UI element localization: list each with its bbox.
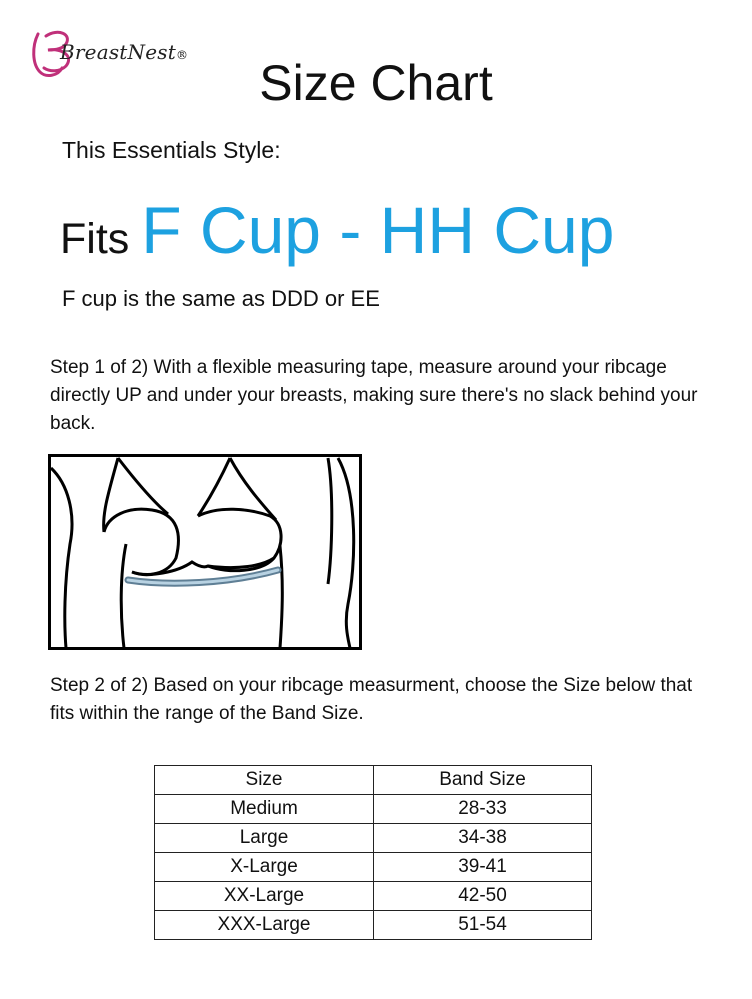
header-band-size: Band Size [374, 766, 592, 795]
band-size-cell: 39-41 [374, 853, 592, 882]
cup-range: F Cup - HH Cup [141, 193, 615, 267]
registered-mark: ® [175, 48, 189, 62]
size-cell: Medium [155, 795, 374, 824]
table-row [155, 882, 592, 911]
measuring-illustration [48, 454, 362, 650]
size-cell: XXX-Large [155, 911, 374, 940]
size-table [154, 765, 592, 940]
table-row [155, 853, 592, 882]
fits-label: Fits [60, 215, 130, 263]
cup-equivalence-note: F cup is the same as DDD or EE [62, 286, 380, 311]
table-row [155, 795, 592, 824]
logo-wordmark: BreastNest® [60, 40, 189, 64]
band-size-cell: 51-54 [374, 911, 592, 940]
band-size-cell: 34-38 [374, 824, 592, 853]
size-cell: XX-Large [155, 882, 374, 911]
size-cell: Large [155, 824, 374, 853]
bra-measuring-tape-illustration-icon [48, 454, 362, 650]
step-1-instructions: Step 1 of 2) With a flexible measuring tape, measure around your ribcage directly UP and under your breasts, making sure there's no slack behind your back. [50, 357, 698, 434]
table-row [155, 911, 592, 940]
page-title: Size Chart [259, 55, 493, 111]
table-row [155, 824, 592, 853]
header-size: Size [155, 766, 374, 795]
step-2-instructions: Step 2 of 2) Based on your ribcage measurment, choose the Size below that fits within the range of the Band Size. [50, 675, 693, 724]
table-header-row [155, 766, 592, 795]
band-size-cell: 42-50 [374, 882, 592, 911]
fit-range-row [60, 192, 614, 268]
band-size-cell: 28-33 [374, 795, 592, 824]
style-subtitle: This Essentials Style: [62, 137, 281, 163]
size-cell: X-Large [155, 853, 374, 882]
